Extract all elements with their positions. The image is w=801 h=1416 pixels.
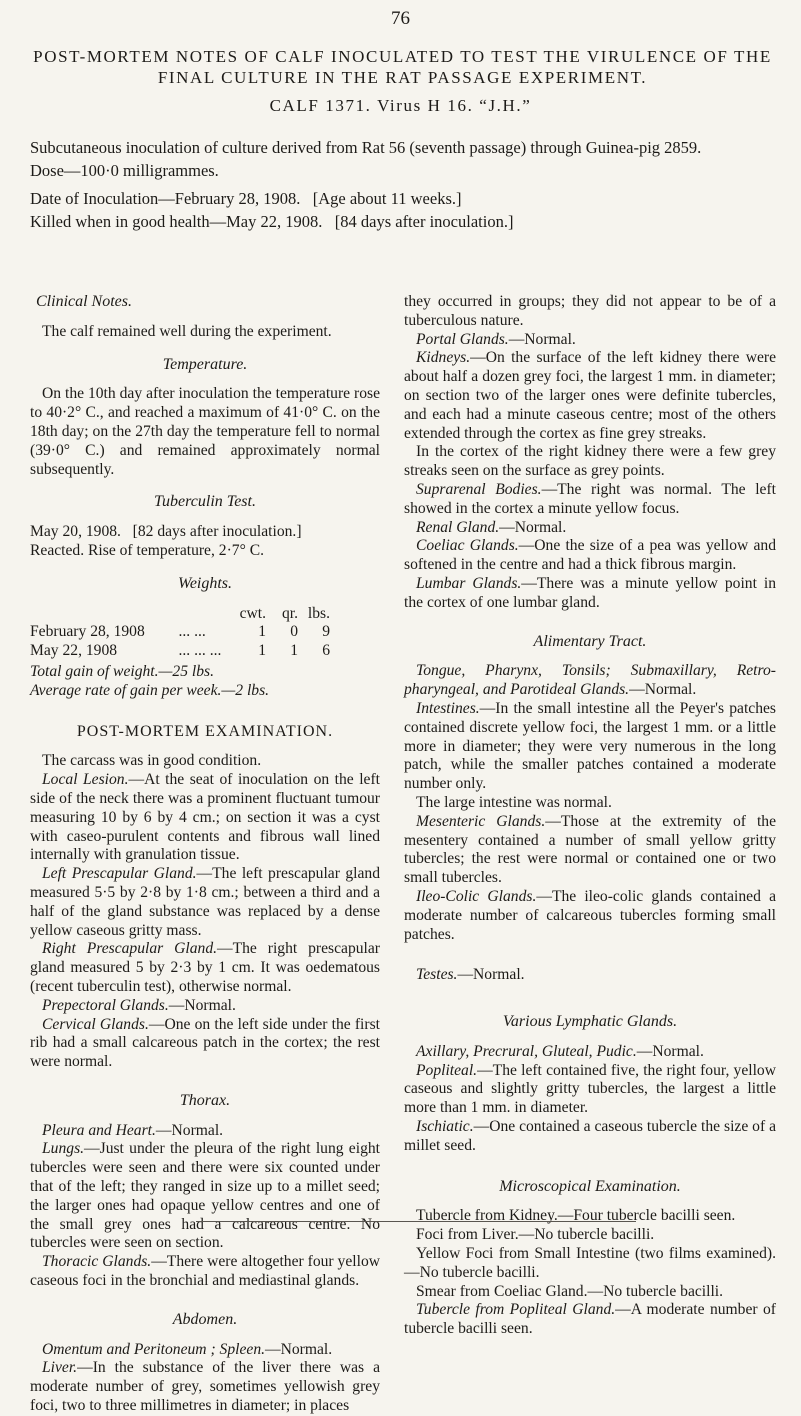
weight-dots: ... ... ... [178, 642, 222, 660]
thoracic-paragraph [30, 1253, 380, 1291]
weight-lbs: 6 [322, 642, 330, 660]
total-gain: Total gain of weight.—25 lbs. [30, 662, 214, 680]
omentum-label: Omentum and Peritoneum ; Spleen. [42, 1340, 266, 1358]
weights-table [30, 605, 330, 661]
omentum-text: —Normal. [265, 1340, 333, 1358]
micro-kidney: Tubercle from Kidney.—Four tubercle bacilli seen. [416, 1207, 736, 1225]
carcass-text: The carcass was in good condition. [42, 752, 262, 770]
popliteal-text: —The left contained five, the right four, yellow caseous and slightly gritty tubercles, the largest a little more than 1 mm. in diameter. [404, 1061, 776, 1117]
unit-cwt: cwt. [239, 604, 266, 622]
tuberculin-date: May 20, 1908. [82 days after inoculation.] [30, 523, 302, 541]
lumbar-label: Lumbar Glands. [416, 574, 522, 592]
axillary-paragraph [404, 1043, 776, 1062]
ischiatic-paragraph [404, 1118, 776, 1156]
left-prescapular-text: —The left prescapular gland measured 5·5 by 2·8 by 1·8 cm.; between a third and a half of the gland substance was replaced by a dense yellow caseous gritty mass. [30, 865, 380, 939]
coeliac-text: —One the size of a pea was yellow and softened in the centre and had a thick fibrous margin. [404, 537, 776, 574]
lumbar-paragraph [404, 575, 776, 613]
testes-text: —Normal. [457, 966, 525, 984]
alimentary-heading: Alimentary Tract. [533, 632, 647, 650]
unit-lbs: lbs. [307, 604, 330, 622]
portal-paragraph [404, 331, 776, 350]
clinical-text: The calf remained well during the experiment. [42, 322, 332, 340]
tuberculin-result: Reacted. Rise of temperature, 2·7° C. [30, 541, 264, 559]
suprarenal-label: Suprarenal Bodies. [416, 480, 542, 498]
date-line: Date of Inoculation—February 28, 1908. [Age about 11 weeks.] [30, 189, 462, 208]
left-prescapular-paragraph [30, 865, 380, 940]
lungs-label: Lungs. [42, 1140, 85, 1158]
microscopical-heading: Microscopical Examination. [499, 1177, 681, 1195]
page-title: POST-MORTEM NOTES OF CALF INOCULATED TO TEST THE VIRULENCE OF THE FINAL CULTURE IN THE RAT PASSAGE EXPERIMENT. [33, 47, 772, 87]
weights-row [30, 642, 330, 661]
left-column [30, 293, 380, 1416]
weight-dots: ... ... [178, 623, 206, 641]
liver-paragraph [30, 1359, 380, 1415]
intestines-text: —In the small intestine all the Peyer's patches contained discrete yellow foci, the largest 1 mm. or a little more in diameter; they were very numerous in the long patch, while the smaller patches contained a moderate number only. [404, 699, 776, 793]
dose-line: Dose—100·0 milligrammes. [30, 161, 219, 180]
right-prescapular-paragraph [30, 940, 380, 996]
kidneys-label: Kidneys. [416, 349, 471, 367]
kidneys-paragraph [404, 349, 776, 443]
weights-row [30, 623, 330, 642]
right-prescapular-label: Right Prescapular Gland. [42, 940, 218, 958]
testes-label: Testes. [416, 966, 458, 984]
weight-cwt: 1 [258, 642, 266, 660]
micro-liver: Foci from Liver.—No tubercle bacilli. [416, 1226, 655, 1244]
tongue-label: Tongue, Pharynx, Tonsils; Submaxillary, Retro-pharyngeal, and Parotideal Glands. [404, 662, 776, 699]
suprarenal-paragraph [404, 481, 776, 519]
right-prescapular-text: —The right prescapular gland measured 5 by 2·3 by 1 cm. It was oedematous (recent tuberculin test), otherwise normal. [30, 940, 380, 995]
ischiatic-label: Ischiatic. [416, 1118, 474, 1136]
calf-line: CALF 1371. Virus H 16. “J.H.” [269, 96, 532, 115]
suprarenal-text: —The right was normal. The left showed in the cortex a minute yellow focus. [404, 480, 776, 517]
weights-units-row [30, 605, 330, 624]
average-rate: Average rate of gain per week.—2 lbs. [30, 681, 270, 699]
end-rule [196, 1221, 636, 1222]
right-column [404, 293, 776, 1339]
intestines-label: Intestines. [416, 699, 480, 717]
page-number: 76 [391, 8, 410, 29]
thorax-heading: Thorax. [179, 1091, 231, 1109]
weight-date: May 22, 1908 [30, 642, 118, 660]
thoracic-label: Thoracic Glands. [42, 1253, 152, 1271]
prepectoral-paragraph [30, 997, 380, 1016]
temperature-text: On the 10th day after inoculation the temperature rose to 40·2° C., and reached a maximum of 41·0° C. on the 18th day; on the 27th day the temperature fell to normal (39·0° C.) and remained approximately normal subsequently. [30, 385, 380, 478]
renal-paragraph [404, 519, 776, 538]
ileo-colic-label: Ileo-Colic Glands. [416, 887, 537, 905]
kidneys-text: —On the surface of the left kidney there were about half a dozen grey foci, the largest 1 mm. in diameter; on section two of the larger ones were definite tubercles, and each had a minute caseous centre; most of the others extended through the cortex as fine grey streaks. [404, 349, 776, 442]
mesenteric-label: Mesenteric Glands. [416, 812, 546, 830]
tongue-text: —Normal. [629, 681, 697, 699]
kidneys-right-paragraph: In the cortex of the right kidney there were a few grey streaks seen on the surface as grey points. [404, 443, 776, 480]
intestines-paragraph [404, 700, 776, 794]
mesenteric-text: —Those at the extremity of the mesentery contained a number of small yellow gritty tubercles; the rest were normal or contained one or two small tubercles. [404, 812, 777, 887]
pleura-text: —Normal. [155, 1121, 224, 1139]
micro-popliteal-text: —A moderate number of tubercle bacilli seen. [404, 1301, 776, 1338]
local-lesion-label: Local Lesion. [42, 771, 129, 789]
cervical-text: —One on the left side under the first rib had a small calcareous patch in the cortex; the rest were normal. [30, 1015, 380, 1071]
weight-qr: 1 [290, 642, 298, 660]
lymphatic-heading: Various Lymphatic Glands. [502, 1013, 678, 1031]
popliteal-paragraph [404, 1062, 776, 1118]
abdomen-heading: Abdomen. [172, 1310, 238, 1328]
micro-intestine: Yellow Foci from Small Intestine (two films examined).—No tubercle bacilli. [404, 1245, 776, 1281]
clinical-heading: Clinical Notes. [36, 293, 132, 310]
weight-cwt: 1 [258, 623, 266, 641]
ileo-colic-paragraph [404, 888, 776, 944]
pleura-paragraph [30, 1122, 380, 1141]
renal-text: —Normal. [499, 518, 567, 536]
killed-line: Killed when in good health—May 22, 1908. [84 days after inoculation.] [30, 212, 514, 231]
omentum-paragraph [30, 1341, 380, 1360]
weight-date: February 28, 1908 [30, 623, 145, 641]
testes-paragraph [404, 966, 776, 985]
lungs-text: —Just under the pleura of the right lung eight tubercles were seen and there were six counted under that of the left; they ranged in size up to a millet seed; the larger ones had opaque yellow centres and one of the small grey ones had a calcareous centre. No tubercles were seen on section. [30, 1140, 380, 1252]
portal-label: Portal Glands. [416, 330, 509, 348]
pleura-label: Pleura and Heart. [42, 1121, 156, 1139]
tuberculin-heading: Tuberculin Test. [154, 493, 256, 511]
local-lesion-text: —At the seat of inoculation on the left side of the neck there was a prominent fluctuant tumour measuring 10 by 6 by 4 cm.; on section it was a cyst with caseo-purulent contents and fibrous wall lined internally with granulation tissue. [30, 771, 380, 864]
axillary-text: —Normal. [636, 1042, 704, 1060]
post-mortem-heading: POST-MORTEM EXAMINATION. [76, 722, 334, 740]
lumbar-text: —There was a minute yellow point in the cortex of one lumbar gland. [404, 574, 777, 611]
local-lesion-paragraph [30, 771, 380, 865]
renal-label: Renal Gland. [416, 518, 500, 536]
cervical-paragraph [30, 1016, 380, 1072]
weight-lbs: 9 [322, 623, 330, 641]
weights-heading: Weights. [177, 574, 233, 592]
mesenteric-paragraph [404, 813, 776, 888]
micro-popliteal-paragraph [404, 1301, 776, 1339]
portal-text: —Normal. [508, 330, 576, 348]
coeliac-label: Coeliac Glands. [416, 537, 519, 555]
prepectoral-label: Prepectoral Glands. [42, 996, 169, 1014]
weight-qr: 0 [290, 623, 298, 641]
popliteal-label: Popliteal. [416, 1061, 478, 1079]
liver-text: —In the substance of the liver there was a moderate number of grey, sometimes yellowish grey foci, two to three millimetres in diameter; in places [30, 1359, 380, 1415]
liver-continued: they occurred in groups; they did not appear to be of a tuberculous nature. [404, 293, 776, 329]
micro-coeliac: Smear from Coeliac Gland.—No tubercle bacilli. [416, 1282, 724, 1300]
cervical-label: Cervical Glands. [42, 1015, 149, 1033]
prepectoral-text: —Normal. [168, 996, 236, 1014]
lungs-paragraph [30, 1140, 380, 1253]
unit-qr: qr. [281, 604, 298, 622]
coeliac-paragraph [404, 537, 776, 575]
micro-popliteal-label: Tubercle from Popliteal Gland. [416, 1301, 616, 1319]
ileo-colic-text: —The ileo-colic glands contained a moderate number of calcareous tubercles forming small patches. [404, 887, 776, 943]
left-prescapular-label: Left Prescapular Gland. [42, 865, 197, 883]
large-intestine-paragraph: The large intestine was normal. [416, 793, 612, 811]
inoculation-line: Subcutaneous inoculation of culture derived from Rat 56 (seventh passage) through Guinea-pig 2859. [30, 138, 702, 157]
thoracic-text: —There were altogether four yellow caseous foci in the bronchial and mediastinal glands. [30, 1253, 380, 1290]
liver-label: Liver. [42, 1359, 78, 1377]
ischiatic-text: —One contained a caseous tubercle the size of a millet seed. [404, 1118, 776, 1154]
axillary-label: Axillary, Precrural, Gluteal, Pudic. [416, 1042, 637, 1060]
tongue-paragraph [404, 662, 776, 700]
temperature-heading: Temperature. [162, 355, 248, 373]
